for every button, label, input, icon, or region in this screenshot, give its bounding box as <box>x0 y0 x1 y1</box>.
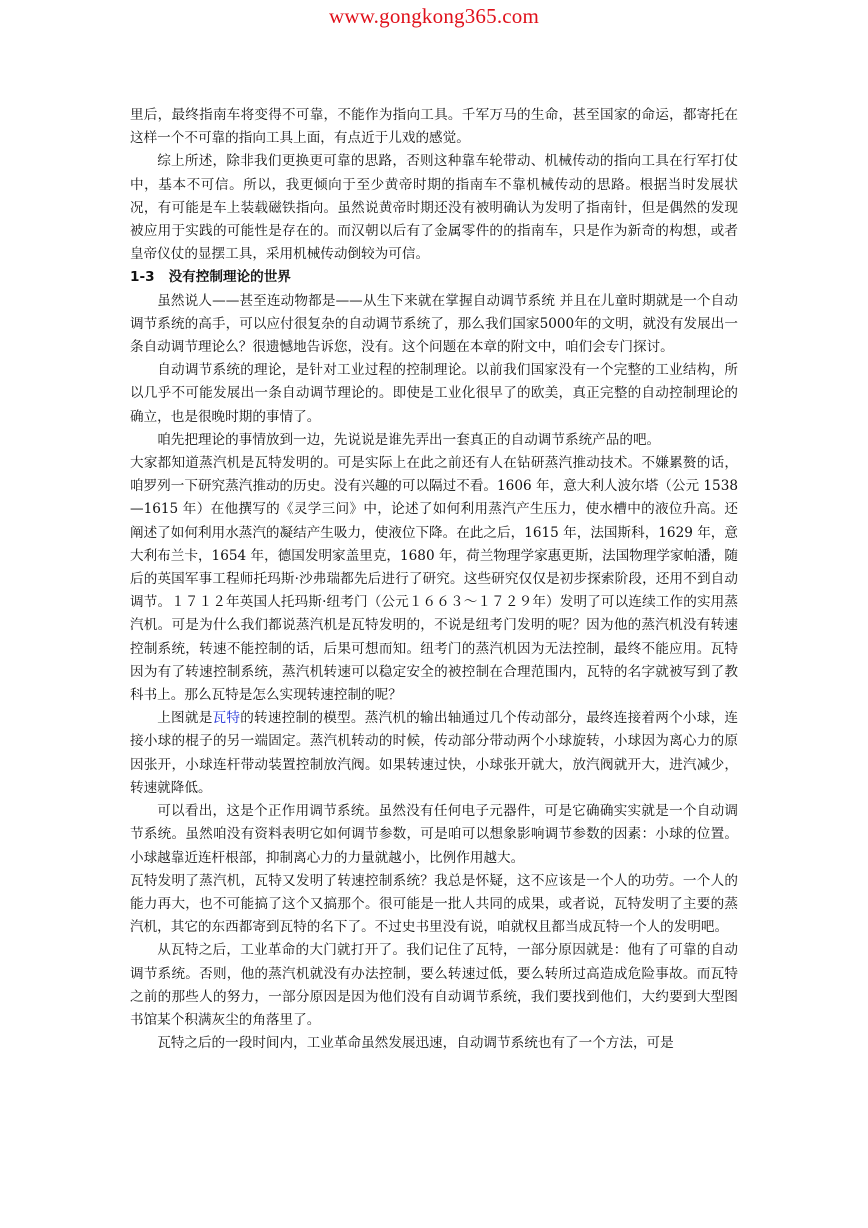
paragraph-7 <box>130 707 738 800</box>
site-url-header: www.gongkong365.com <box>328 4 540 28</box>
section-title: 没有控制理论的世界 <box>168 269 291 286</box>
paragraph-3: 虽然说人——甚至连动物都是——从生下来就在掌握自动调节系统 并且在儿童时期就是一个自动调节系统的高手，可以应付很复杂的自动调节系统了，那么我们国家5000年的文明，就没有发展出一条自动调节理论么？很遗憾地告诉您，没有。这个问题在本章的附文中，咱们会专门探讨。 <box>130 292 738 356</box>
paragraph-11: 瓦特之后的一段时间内，工业革命虽然发展迅速，自动调节系统也有了一个方法，可是 <box>157 1035 674 1052</box>
document-body <box>130 104 738 1055</box>
paragraph-10: 从瓦特之后，工业革命的大门就打开了。我们记住了瓦特，一部分原因就是：他有了可靠的自动调节系统。否则，他的蒸汽机就没有办法控制，要么转速过低，要么转所过高造成危险事故。而瓦特之前的那些人的努力，一部分原因是因为他们没有自动调节系统，我们要找到他们，大约要到大型图书馆某个积满灰尘的角落里了。 <box>130 942 738 1028</box>
paragraph-9: 瓦特发明了蒸汽机，瓦特又发明了转速控制系统？我总是怀疑，这不应该是一个人的功劳。一个人的能力再大，也不可能搞了这个又搞那个。很可能是一批人共同的成果，或者说，瓦特发明了主要的蒸汽机，其它的东西都寄到瓦特的名下了。不过史书里没有说，咱就权且都当成瓦特一个人的发明吧。 <box>130 872 738 936</box>
paragraph-7-text-after: 的转速控制的模型。蒸汽机的输出轴通过几个传动部分，最终连接着两个小球，连接小球的棍子的另一端固定。蒸汽机转动的时候，传动部分带动两个小球旋转，小球因为离心力的原因张开，小球连杆带动装置控制放汽阀。如果转速过快，小球张开就大，放汽阀就开大，进汽减少，转速就降低。 <box>130 710 739 796</box>
section-number: 1-3 <box>130 269 155 286</box>
paragraph-7-text-before: 上图就是 <box>157 710 213 727</box>
paragraph-4: 自动调节系统的理论，是针对工业过程的控制理论。以前我们国家没有一个完整的工业结构，所以几乎不可能发展出一条自动调节理论的。即使是工业化很早了的欧美，真正完整的自动控制理论的确立，也是很晚时期的事情了。 <box>130 362 738 425</box>
paragraph-5: 咱先把理论的事情放到一边，先说说是谁先弄出一套真正的自动调节系统产品的吧。 <box>157 431 661 448</box>
paragraph-2: 综上所述，除非我们更换更可靠的思路，否则这种靠车轮带动、机械传动的指向工具在行军打仗中，基本不可信。所以，我更倾向于至少黄帝时期的指南车不靠机械传动的思路。根据当时发展状况，有可能是车上装载磁铁指向。虽然说黄帝时期还没有被明确认为发明了指南针，但是偶然的发现被应用于实践的可能性是存在的。而汉朝以后有了金属零件的的指南车，只是作为新奇的构想，或者皇帝仪仗的显摆工具，采用机械传动倒较为可信。 <box>130 153 738 263</box>
watt-link[interactable]: 瓦特 <box>212 710 241 727</box>
paragraph-6: 大家都知道蒸汽机是瓦特发明的。可是实际上在此之前还有人在钻研蒸汽推动技术。不嫌累赘的话，咱罗列一下研究蒸汽推动的历史。没有兴趣的可以隔过不看。1606 年，意大利人波尔塔（公元 1538—1615 年）在他撰写的《灵学三问》中，论述了如何利用蒸汽产生压力，使水槽中的液位升高。还阐述了如何利用水蒸汽的凝结产生吸力，使液位下降。在此之后，1615 年，法国斯科，1629 年，意大利布兰卡，1654 年，德国发明家盖里克，1680 年，荷兰物理学家惠更斯，法国物理学家帕潘，随后的英国军事工程师托玛斯·沙弗瑞都先后进行了研究。这些研究仅仅是初步探索阶段，还用不到自动调节。１７１２年英国人托玛斯·纽考门（公元１６６３～１７２９年）发明了可以连续工作的实用蒸汽机。可是为什么我们都说蒸汽机是瓦特发明的，不说是纽考门发明的呢？因为他的蒸汽机没有转速控制系统，转速不能控制的话，后果可想而知。纽考门的蒸汽机因为无法控制，最终不能应用。瓦特因为有了转速控制系统，蒸汽机转速可以稳定安全的被控制在合理范围内，瓦特的名字就被写到了教科书上。那么瓦特是怎么实现转速控制的呢？ <box>130 455 738 704</box>
paragraph-1: 里后，最终指南车将变得不可靠，不能作为指向工具。千军万马的生命，甚至国家的命运，都寄托在这样一个不可靠的指向工具上面，有点近于儿戏的感觉。 <box>130 107 738 147</box>
section-heading <box>130 266 738 289</box>
paragraph-8: 可以看出，这是个正作用调节系统。虽然没有任何电子元器件，可是它确确实实就是一个自动调节系统。虽然咱没有资料表明它如何调节参数，可是咱可以想象影响调节参数的因素：小球的位置。小球越靠近连杆根部，抑制离心力的力量就越小，比例作用越大。 <box>130 803 738 866</box>
